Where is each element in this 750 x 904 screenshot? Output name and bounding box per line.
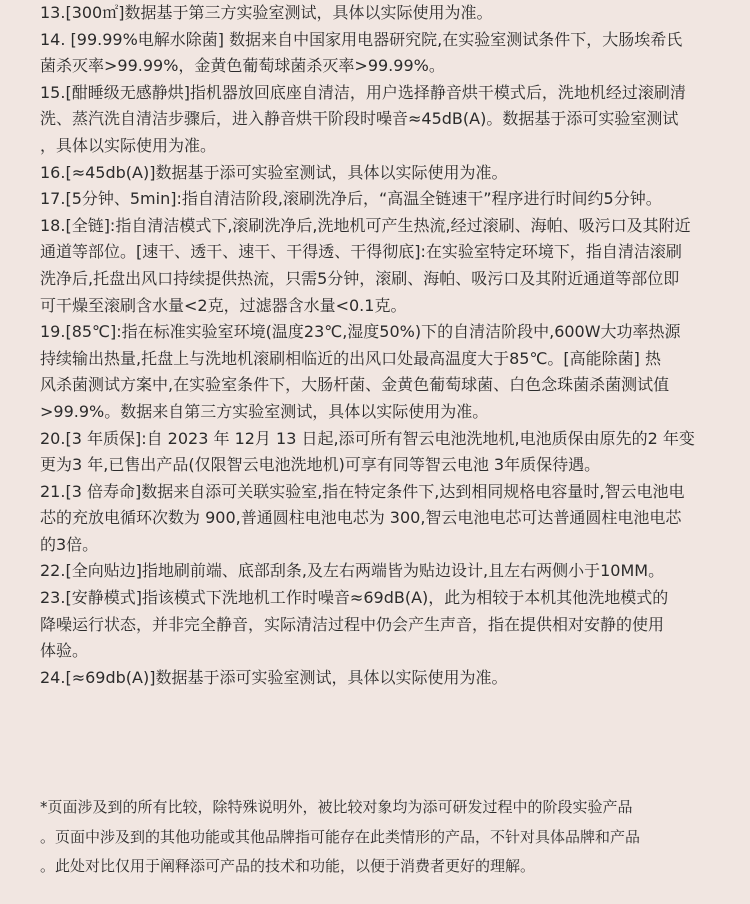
footnote-line: 菌杀灭率>99.99%，金黄色葡萄球菌杀灭率>99.99%。 bbox=[40, 56, 445, 76]
footnote-line: 15.[酣睡级无感静烘]指机器放回底座自清洁，用户选择静音烘干模式后，洗地机经过滚刷清 bbox=[40, 82, 686, 102]
footnote-line: 14. [99.99%电解水除菌] 数据来自中国家用电器研究院,在实验室测试条件下，大肠埃希氏 bbox=[40, 29, 683, 49]
footnote-23 bbox=[40, 585, 720, 665]
footnote-line: 洗、蒸汽洗自清洁步骤后，进入静音烘干阶段时噪音≈45dB(A)。数据基于添可实验室测试 bbox=[40, 109, 679, 129]
footnote-line: 22.[全向贴边]指地刷前端、底部刮条,及左右两端皆为贴边设计,且左右两侧小于10MM。 bbox=[40, 561, 665, 581]
footnote-line: 洗净后,托盘出风口持续提供热流，只需5分钟，滚刷、海帕、吸污口及其附近通道等部位即 bbox=[40, 268, 680, 288]
footnote-line: 持续输出热量,托盘上与洗地机滚刷相临近的出风口处最高温度大于85℃。[高能除菌] 热 bbox=[40, 348, 661, 368]
footnote-16 bbox=[40, 160, 720, 187]
footnote-14 bbox=[40, 27, 720, 80]
footnote-line: 13.[300㎡]数据基于第三方实验室测试，具体以实际使用为准。 bbox=[40, 3, 493, 22]
footnote-line: 的3倍。 bbox=[40, 534, 99, 554]
footnote-line: 体验。 bbox=[40, 641, 89, 661]
disclaimer-line: 。此处对比仅用于阐释添可产品的技术和功能，以便于消费者更好的理解。 bbox=[40, 857, 536, 875]
footnote-line: 23.[安静模式]指该模式下洗地机工作时噪音≈69dB(A)，此为相较于本机其他洗地模式的 bbox=[40, 588, 669, 608]
footnote-line: 芯的充放电循环次数为 900,普通圆柱电池电芯为 300,智云电池电芯可达普通圆柱电池电芯 bbox=[40, 508, 682, 528]
footnote-21 bbox=[40, 479, 720, 559]
footnote-line: 18.[全链]:指自清洁模式下,滚刷洗净后,洗地机可产生热流,经过滚刷、海帕、吸污口及其附近 bbox=[40, 215, 691, 235]
footnote-15 bbox=[40, 80, 720, 160]
footnote-line: 通道等部位。[速干、透干、速干、干得透、干得彻底]:在实验室特定环境下，指自清洁滚刷 bbox=[40, 242, 682, 262]
footnote-24 bbox=[40, 665, 720, 692]
footnote-line: 21.[3 倍寿命]数据来自添可关联实验室,指在特定条件下,达到相同规格电容量时,智云电池电 bbox=[40, 481, 685, 501]
footnotes-list bbox=[40, 0, 720, 691]
footnote-13 bbox=[40, 0, 720, 27]
footnote-line: 17.[5分钟、5min]:指自清洁阶段,滚刷洗净后，“高温全链速干”程序进行时间约5分钟。 bbox=[40, 189, 662, 209]
disclaimer-line: 。页面中涉及到的其他功能或其他品牌指可能存在此类情形的产品，不针对具体品牌和产品 bbox=[40, 827, 641, 846]
footnote-line: >99.9%。数据来自第三方实验室测试，具体以实际使用为准。 bbox=[40, 401, 489, 421]
footnote-line: 20.[3 年质保]:自 2023 年 12月 13 日起,添可所有智云电池洗地机,电池质保由原先的2 年变 bbox=[40, 428, 695, 448]
footnote-18 bbox=[40, 213, 720, 319]
footnote-20 bbox=[40, 426, 720, 479]
footnote-line: ，具体以实际使用为准。 bbox=[40, 135, 217, 155]
footnote-line: 19.[85℃]:指在标准实验室环境(温度23℃,湿度50%)下的自清洁阶段中,600W大功率热源 bbox=[40, 322, 681, 342]
footnote-line: 可干燥至滚刷含水量<2克，过滤器含水量<0.1克。 bbox=[40, 295, 407, 315]
footnote-17 bbox=[40, 186, 720, 213]
footnote-line: 24.[≈69db(A)]数据基于添可实验室测试，具体以实际使用为准。 bbox=[40, 667, 508, 687]
comparison-disclaimer bbox=[40, 793, 720, 882]
footnote-line: 降噪运行状态，并非完全静音，实际清洁过程中仍会产生声音，指在提供相对安静的使用 bbox=[40, 614, 665, 634]
disclaimer-line: *页面涉及到的所有比较，除特殊说明外，被比较对象均为添可研发过程中的阶段实验产品 bbox=[40, 798, 633, 816]
footnote-line: 16.[≈45db(A)]数据基于添可实验室测试，具体以实际使用为准。 bbox=[40, 162, 508, 182]
footnote-22 bbox=[40, 558, 720, 585]
footnote-line: 风杀菌测试方案中,在实验室条件下，大肠杆菌、金黄色葡萄球菌、白色念珠菌杀菌测试值 bbox=[40, 375, 670, 395]
footnote-line: 更为3 年,已售出产品(仅限智云电池洗地机)可享有同等智云电池 3年质保待遇。 bbox=[40, 455, 601, 475]
footnote-19 bbox=[40, 319, 720, 425]
